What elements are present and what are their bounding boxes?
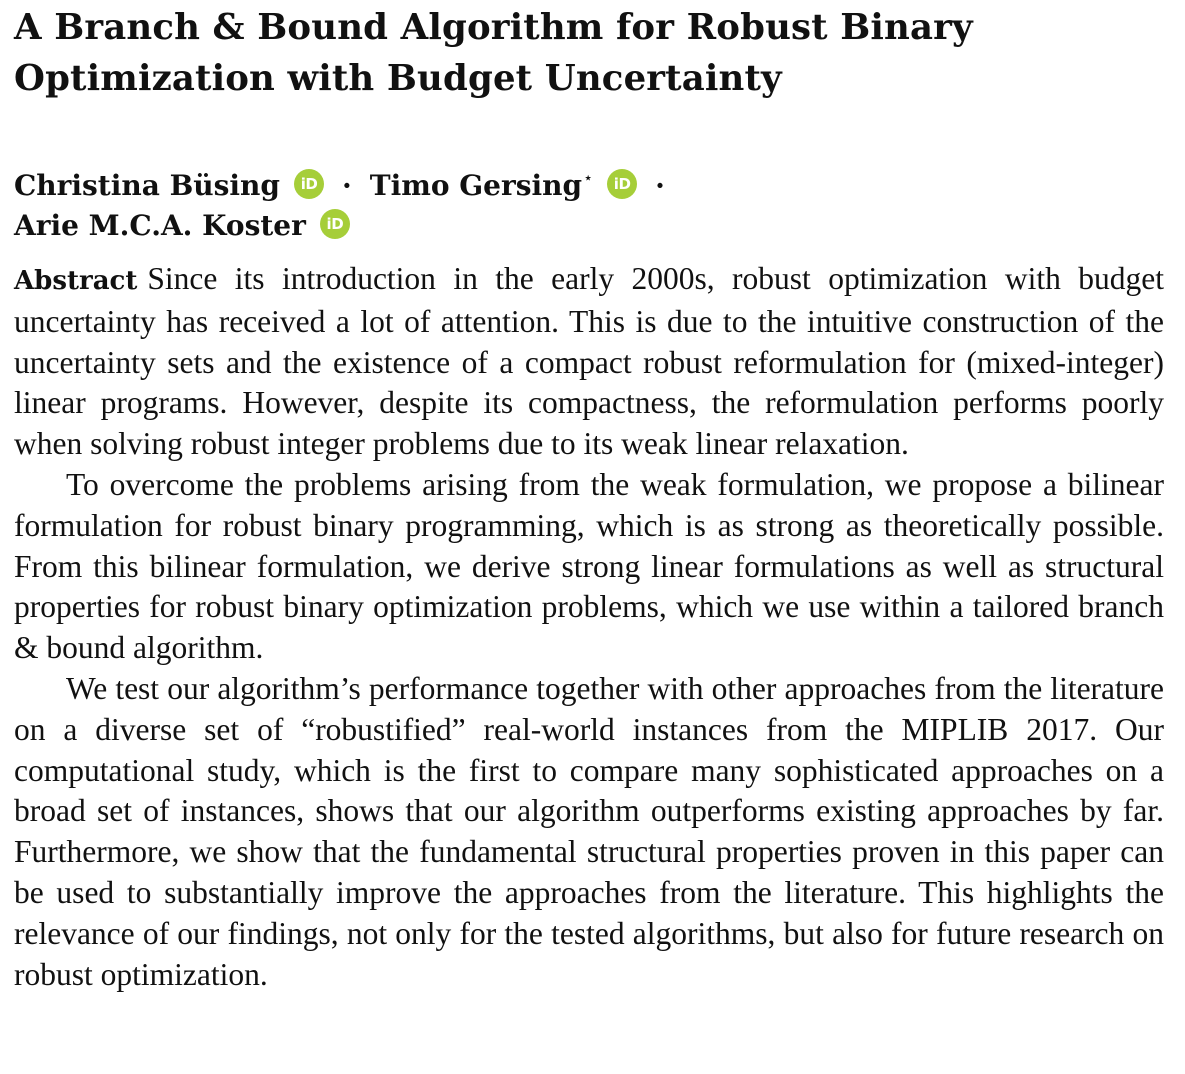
orcid-icon[interactable]: iD: [320, 209, 350, 239]
author-row-2: [14, 206, 1164, 246]
author-name-1: Christina Büsing: [14, 169, 280, 202]
orcid-icon[interactable]: iD: [607, 169, 637, 199]
abstract-label: Abstract: [14, 266, 138, 296]
title-line-1: A Branch & Bound Algorithm for Robust Binary: [14, 7, 973, 48]
corresponding-author-marker: ⋆: [583, 168, 594, 187]
abstract-text-1: Since its introduction in the early 2000s, robust optimization with budget uncertainty has received a lot of attention. This is due to the intuitive construction of the uncertainty sets and the existence of a compact robust reformulation for (mixed-integer) linear programs. However, despite its compactness, the reformulation performs poorly when solving robust integer problems due to its weak linear relaxation.: [14, 261, 1164, 462]
author-row-1: [14, 158, 1164, 206]
abstract-paragraph-1: [14, 259, 1164, 465]
orcid-icon[interactable]: iD: [294, 169, 324, 199]
abstract: [14, 259, 1164, 995]
abstract-paragraph-2: To overcome the problems arising from the weak formulation, we propose a bilinear formulation for robust binary programming, which is as strong as theoretically possible. From this bilinear formulation, we derive strong linear formulations as well as structural properties for robust binary optimization problems, which we use within a tailored branch & bound algorithm.: [14, 466, 1164, 666]
author-list: [14, 158, 1164, 246]
author-separator: ·: [341, 169, 352, 202]
author-name-3: Arie M.C.A. Koster: [14, 209, 306, 242]
author-separator: ·: [655, 169, 665, 202]
paper-page: [14, 0, 1164, 995]
author-name-2: Timo Gersing: [369, 169, 583, 202]
paper-title: [14, 0, 1164, 104]
abstract-paragraph-3: We test our algorithm’s performance together with other approaches from the literature on a diverse set of “robustified” real-world instances from the MIPLIB 2017. Our computational study, which is the first to compare many sophisticated approaches on a broad set of instances, shows that our algorithm outperforms existing approaches by far. Furthermore, we show that the fundamental structural properties proven in this paper can be used to substantially improve the approaches from the literature. This highlights the relevance of our findings, not only for the tested algorithms, but also for future research on robust optimization.: [14, 670, 1164, 992]
title-line-2: Optimization with Budget Uncertainty: [14, 58, 782, 99]
